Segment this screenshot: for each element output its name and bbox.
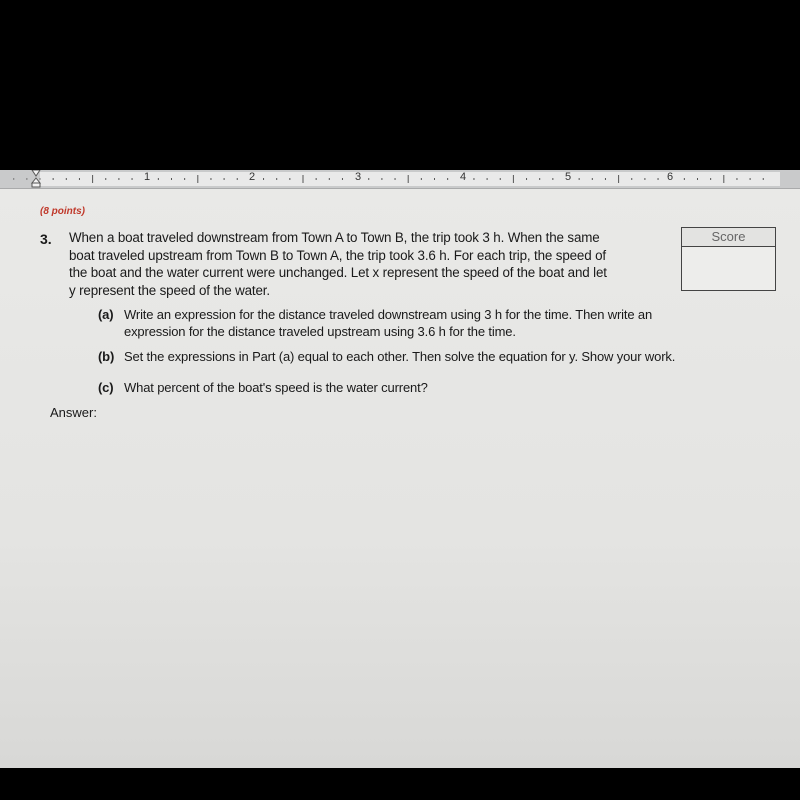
ruler-number: 3 (354, 171, 362, 183)
part-c-label: (c) (98, 380, 114, 395)
part-a-label: (a) (98, 307, 114, 322)
part-b-label: (b) (98, 349, 115, 364)
ruler-tick (13, 178, 14, 179)
score-box[interactable] (681, 227, 776, 291)
indent-marker-icon[interactable] (31, 170, 41, 188)
document-window (0, 170, 800, 768)
ruler-number: 6 (666, 171, 674, 183)
points-label: (8 points) (40, 206, 85, 217)
part-a-text: Write an expression for the distance traveled downstream using 3 h for the time. Then write an (124, 307, 653, 322)
question-stem-line: boat traveled upstream from Town B to Town A, the trip took 3.6 h. For each trip, the speed of (69, 247, 606, 263)
ruler-number: 5 (564, 171, 572, 183)
ruler-ticks (0, 170, 800, 188)
part-b-text: Set the expressions in Part (a) equal to each other. Then solve the equation for y. Show your work. (124, 349, 676, 364)
part-a (98, 306, 758, 340)
part-c (98, 379, 758, 396)
score-label: Score (682, 228, 775, 247)
question-stem-line: y represent the speed of the water. (69, 282, 270, 298)
ruler-tick (26, 178, 27, 179)
ruler-number: 1 (143, 171, 151, 183)
answer-label: Answer: (50, 405, 97, 420)
horizontal-ruler[interactable] (0, 170, 800, 189)
part-a-text: expression for the distance traveled upstream using 3.6 h for the time. (124, 324, 516, 339)
part-b (98, 348, 768, 365)
question-stem-line: When a boat traveled downstream from Town A to Town B, the trip took 3 h. When the same (69, 230, 600, 245)
question-stem (69, 229, 675, 299)
part-c-text: What percent of the boat's speed is the water current? (124, 380, 428, 395)
ruler-number: 4 (459, 171, 467, 183)
question-stem-line: the boat and the water current were unchanged. Let x represent the speed of the boat and let (69, 265, 607, 280)
ruler-number: 2 (248, 171, 256, 183)
document-page[interactable] (0, 189, 800, 768)
question-number: 3. (40, 231, 52, 247)
